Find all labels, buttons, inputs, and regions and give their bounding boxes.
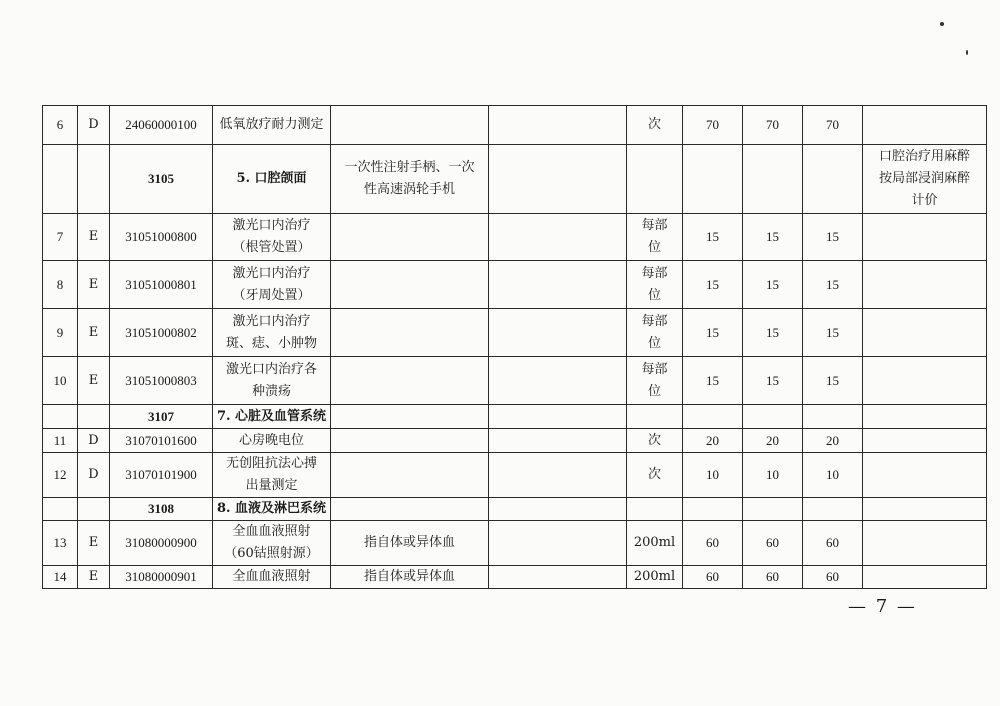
seq-cell (43, 498, 78, 521)
exclusion-cell (489, 453, 627, 498)
seq-cell: 8 (43, 261, 78, 309)
item-name-cell: 8. 血液及淋巴系统 (213, 498, 331, 521)
code-cell: 31051000801 (110, 261, 213, 309)
price-cell: 70 (803, 106, 863, 145)
category-cell: D (78, 453, 110, 498)
table-row (43, 214, 987, 261)
note-cell (863, 214, 987, 261)
code-cell: 31051000802 (110, 309, 213, 357)
price-cell: 60 (683, 566, 743, 589)
seq-cell: 7 (43, 214, 78, 261)
price-cell: 15 (683, 261, 743, 309)
category-cell: E (78, 357, 110, 405)
exclusion-cell (489, 498, 627, 521)
unit-cell (627, 405, 683, 429)
exclusion-cell (489, 566, 627, 589)
code-cell: 3105 (110, 145, 213, 214)
category-cell: E (78, 309, 110, 357)
exclusion-cell (489, 357, 627, 405)
content-cell (331, 498, 489, 521)
unit-cell: 每部 位 (627, 309, 683, 357)
price-cell: 15 (683, 309, 743, 357)
exclusion-cell (489, 106, 627, 145)
table-row (43, 357, 987, 405)
note-cell (863, 566, 987, 589)
price-cell (743, 498, 803, 521)
price-cell: 15 (743, 309, 803, 357)
code-cell: 31080000900 (110, 521, 213, 566)
table-row (43, 405, 987, 429)
content-cell: 指自体或异体血 (331, 521, 489, 566)
exclusion-cell (489, 145, 627, 214)
table-row (43, 453, 987, 498)
fee-table (42, 105, 987, 589)
price-cell (743, 405, 803, 429)
unit-cell: 次 (627, 453, 683, 498)
item-name-cell: 激光口内治疗 （牙周处置） (213, 261, 331, 309)
price-cell (683, 145, 743, 214)
exclusion-cell (489, 309, 627, 357)
price-cell: 15 (803, 261, 863, 309)
note-cell (863, 357, 987, 405)
unit-cell: 每部 位 (627, 214, 683, 261)
code-cell: 3108 (110, 498, 213, 521)
unit-cell: 200ml (627, 521, 683, 566)
content-cell (331, 405, 489, 429)
price-cell: 15 (803, 214, 863, 261)
code-cell: 31051000800 (110, 214, 213, 261)
price-cell: 15 (743, 261, 803, 309)
note-cell (863, 106, 987, 145)
seq-cell: 13 (43, 521, 78, 566)
unit-cell: 200ml (627, 566, 683, 589)
item-name-cell: 激光口内治疗 斑、痣、小肿物 (213, 309, 331, 357)
content-cell (331, 453, 489, 498)
note-cell (863, 521, 987, 566)
item-name-cell: 低氧放疗耐力测定 (213, 106, 331, 145)
exclusion-cell (489, 261, 627, 309)
price-cell: 15 (803, 309, 863, 357)
fee-table-body (43, 106, 987, 589)
seq-cell: 14 (43, 566, 78, 589)
table-row (43, 429, 987, 453)
code-cell: 31051000803 (110, 357, 213, 405)
exclusion-cell (489, 405, 627, 429)
exclusion-cell (489, 214, 627, 261)
price-cell: 20 (743, 429, 803, 453)
code-cell: 31070101600 (110, 429, 213, 453)
seq-cell: 10 (43, 357, 78, 405)
note-cell (863, 261, 987, 309)
content-cell (331, 429, 489, 453)
item-name-cell: 5. 口腔颌面 (213, 145, 331, 214)
price-cell: 10 (683, 453, 743, 498)
price-cell (743, 145, 803, 214)
category-cell: E (78, 521, 110, 566)
price-cell: 60 (743, 566, 803, 589)
price-cell: 60 (803, 566, 863, 589)
note-cell (863, 309, 987, 357)
seq-cell: 11 (43, 429, 78, 453)
item-name-cell: 无创阻抗法心搏 出量测定 (213, 453, 331, 498)
seq-cell: 9 (43, 309, 78, 357)
category-cell: E (78, 261, 110, 309)
exclusion-cell (489, 429, 627, 453)
content-cell: 指自体或异体血 (331, 566, 489, 589)
unit-cell: 每部 位 (627, 357, 683, 405)
item-name-cell: 7. 心脏及血管系统 (213, 405, 331, 429)
category-cell: D (78, 106, 110, 145)
exclusion-cell (489, 521, 627, 566)
item-name-cell: 全血血液照射 （60钴照射源） (213, 521, 331, 566)
table-row (43, 309, 987, 357)
item-name-cell: 心房晚电位 (213, 429, 331, 453)
table-row (43, 261, 987, 309)
seq-cell: 6 (43, 106, 78, 145)
price-cell: 15 (803, 357, 863, 405)
price-cell: 15 (743, 214, 803, 261)
seq-cell: 12 (43, 453, 78, 498)
table-row (43, 145, 987, 214)
table-row (43, 521, 987, 566)
page-number: — 7 — (848, 596, 917, 617)
price-cell: 60 (803, 521, 863, 566)
category-cell: E (78, 566, 110, 589)
scan-speck (940, 22, 944, 26)
category-cell (78, 498, 110, 521)
code-cell: 3107 (110, 405, 213, 429)
category-cell (78, 405, 110, 429)
content-cell (331, 106, 489, 145)
table-row (43, 106, 987, 145)
item-name-cell: 激光口内治疗 （根管处置） (213, 214, 331, 261)
price-cell (803, 405, 863, 429)
table-row (43, 498, 987, 521)
price-cell: 15 (683, 214, 743, 261)
price-cell: 15 (743, 357, 803, 405)
content-cell (331, 309, 489, 357)
category-cell: E (78, 214, 110, 261)
unit-cell (627, 145, 683, 214)
code-cell: 31080000901 (110, 566, 213, 589)
category-cell: D (78, 429, 110, 453)
price-cell (803, 498, 863, 521)
price-cell: 60 (683, 521, 743, 566)
content-cell (331, 214, 489, 261)
unit-cell: 次 (627, 106, 683, 145)
price-cell: 20 (803, 429, 863, 453)
item-name-cell: 全血血液照射 (213, 566, 331, 589)
unit-cell: 次 (627, 429, 683, 453)
price-cell: 60 (743, 521, 803, 566)
note-cell: 口腔治疗用麻醉 按局部浸润麻醉 计价 (863, 145, 987, 214)
price-cell (803, 145, 863, 214)
seq-cell (43, 405, 78, 429)
unit-cell (627, 498, 683, 521)
content-cell: 一次性注射手柄、一次 性高速涡轮手机 (331, 145, 489, 214)
category-cell (78, 145, 110, 214)
scan-speck (966, 50, 968, 55)
table-row (43, 566, 987, 589)
price-cell (683, 405, 743, 429)
price-cell: 70 (683, 106, 743, 145)
price-cell: 10 (743, 453, 803, 498)
price-cell: 70 (743, 106, 803, 145)
content-cell (331, 261, 489, 309)
note-cell (863, 405, 987, 429)
price-cell: 10 (803, 453, 863, 498)
price-cell: 15 (683, 357, 743, 405)
item-name-cell: 激光口内治疗各 种溃疡 (213, 357, 331, 405)
note-cell (863, 429, 987, 453)
note-cell (863, 453, 987, 498)
unit-cell: 每部 位 (627, 261, 683, 309)
code-cell: 31070101900 (110, 453, 213, 498)
content-cell (331, 357, 489, 405)
code-cell: 24060000100 (110, 106, 213, 145)
price-cell: 20 (683, 429, 743, 453)
price-cell (683, 498, 743, 521)
seq-cell (43, 145, 78, 214)
note-cell (863, 498, 987, 521)
